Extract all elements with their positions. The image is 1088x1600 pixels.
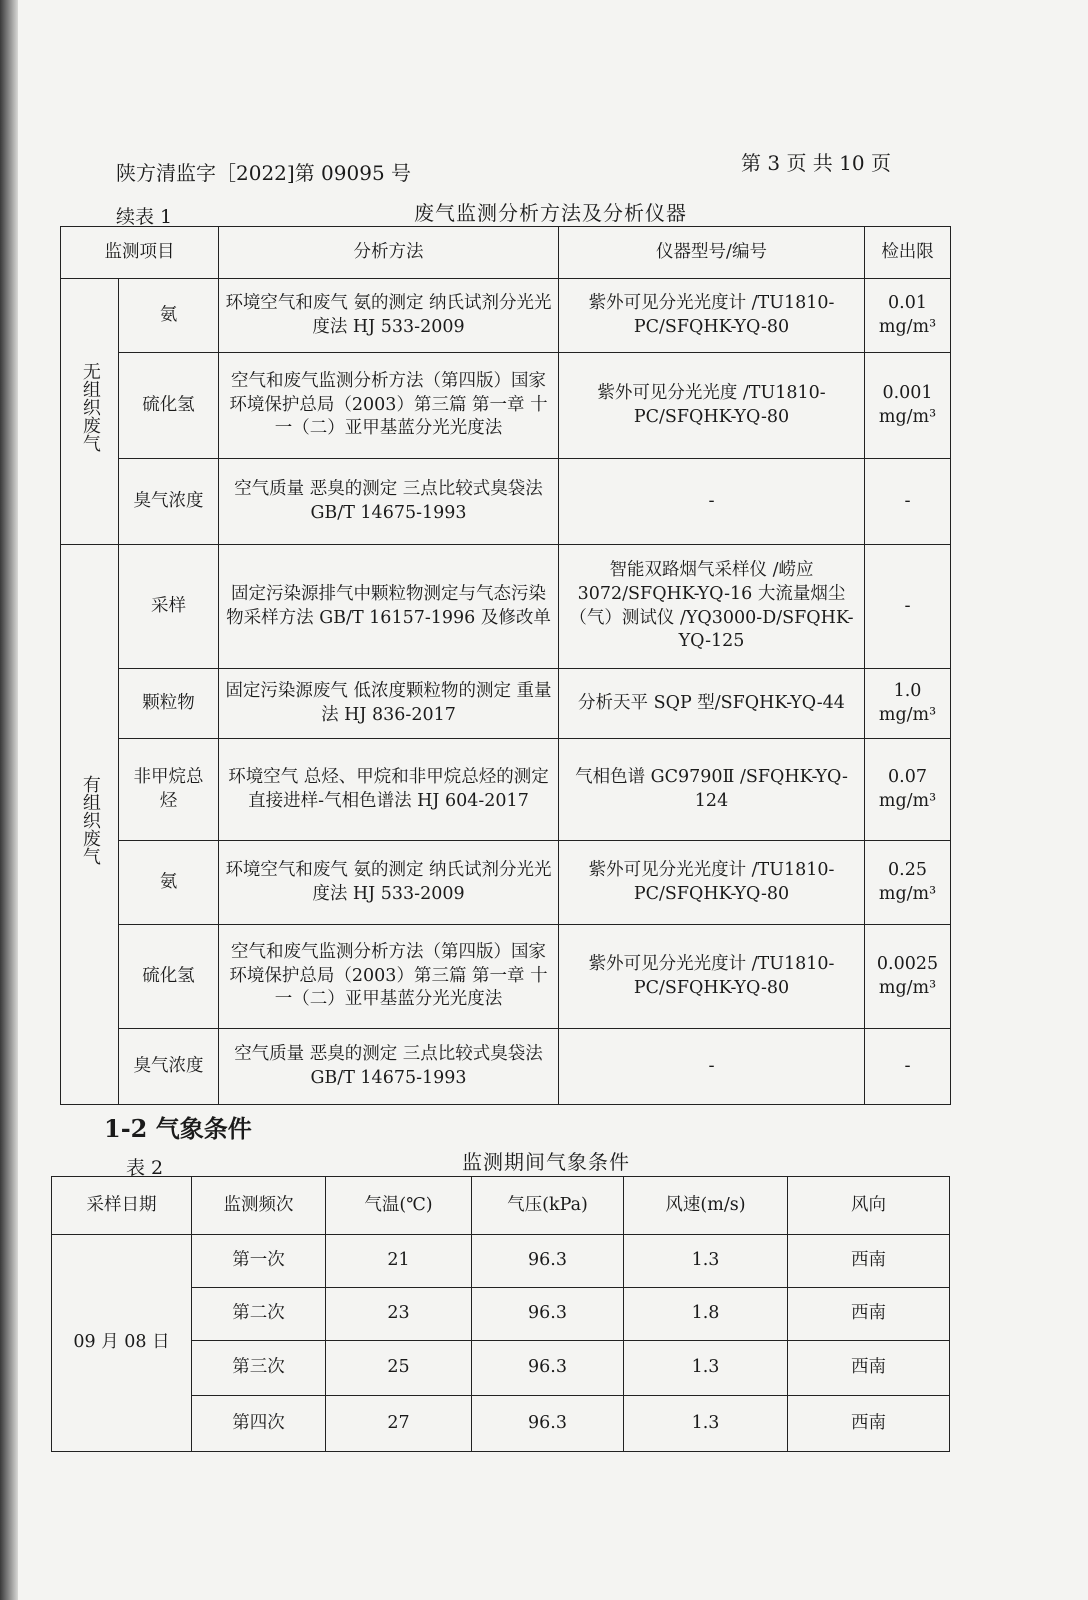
item-cell: 硫化氢 [119, 925, 219, 1029]
limit-cell: - [865, 545, 951, 669]
table-row [61, 669, 951, 739]
table-row [61, 279, 951, 353]
header-frequency: 监测频次 [192, 1177, 326, 1235]
limit-cell: - [865, 1029, 951, 1105]
item-cell: 臭气浓度 [119, 459, 219, 545]
item-cell: 采样 [119, 545, 219, 669]
wind-direction-cell: 西南 [788, 1396, 950, 1452]
instrument-cell: - [559, 1029, 865, 1105]
limit-cell: 0.07 mg/m³ [865, 739, 951, 841]
page-binding-shadow [0, 0, 18, 1600]
method-cell: 固定污染源废气 低浓度颗粒物的测定 重量法 HJ 836-2017 [219, 669, 559, 739]
item-cell: 硫化氢 [119, 353, 219, 459]
table1-title: 废气监测分析方法及分析仪器 [414, 201, 687, 225]
limit-cell: 0.001 mg/m³ [865, 353, 951, 459]
pressure-cell: 96.3 [472, 1288, 624, 1341]
item-cell: 氨 [119, 841, 219, 925]
method-cell: 环境空气和废气 氨的测定 纳氏试剂分光光度法 HJ 533-2009 [219, 279, 559, 353]
header-pressure: 气压(kPa) [472, 1177, 624, 1235]
methods-table [60, 226, 951, 1105]
table-header-row [61, 227, 951, 279]
header-item: 监测项目 [61, 227, 219, 279]
weather-table [51, 1176, 950, 1452]
instrument-cell: 紫外可见分光光度 /TU1810-PC/SFQHK-YQ-80 [559, 353, 865, 459]
table2-label: 表 2 [126, 1157, 164, 1179]
wind-direction-cell: 西南 [788, 1341, 950, 1396]
table-row [61, 739, 951, 841]
header-limit: 检出限 [865, 227, 951, 279]
frequency-cell: 第二次 [192, 1288, 326, 1341]
instrument-cell: 紫外可见分光光度计 /TU1810-PC/SFQHK-YQ-80 [559, 925, 865, 1029]
table-row [61, 459, 951, 545]
limit-cell: 1.0 mg/m³ [865, 669, 951, 739]
item-cell: 非甲烷总 烃 [119, 739, 219, 841]
limit-cell: 0.01 mg/m³ [865, 279, 951, 353]
wind-speed-cell: 1.3 [624, 1396, 788, 1452]
wind-direction-cell: 西南 [788, 1235, 950, 1288]
section-heading: 1-2 气象条件 [104, 1114, 252, 1143]
pressure-cell: 96.3 [472, 1341, 624, 1396]
header-wind-speed: 风速(m/s) [624, 1177, 788, 1235]
table2-title: 监测期间气象条件 [462, 1150, 630, 1174]
frequency-cell: 第三次 [192, 1341, 326, 1396]
method-cell: 空气质量 恶臭的测定 三点比较式臭袋法 GB/T 14675-1993 [219, 459, 559, 545]
header-instrument: 仪器型号/编号 [559, 227, 865, 279]
method-cell: 空气和废气监测分析方法（第四版）国家环境保护总局（2003）第三篇 第一章 十一（二）亚甲基蓝分光光度法 [219, 353, 559, 459]
group-unorganized: 无组织废气 [61, 279, 119, 545]
method-cell: 空气和废气监测分析方法（第四版）国家环境保护总局（2003）第三篇 第一章 十一（二）亚甲基蓝分光光度法 [219, 925, 559, 1029]
frequency-cell: 第四次 [192, 1396, 326, 1452]
wind-speed-cell: 1.3 [624, 1341, 788, 1396]
wind-speed-cell: 1.3 [624, 1235, 788, 1288]
table-row [61, 353, 951, 459]
header-date: 采样日期 [52, 1177, 192, 1235]
wind-speed-cell: 1.8 [624, 1288, 788, 1341]
header-method: 分析方法 [219, 227, 559, 279]
method-cell: 环境空气 总烃、甲烷和非甲烷总烃的测定 直接进样-气相色谱法 HJ 604-2017 [219, 739, 559, 841]
instrument-cell: - [559, 459, 865, 545]
limit-cell: 0.0025 mg/m³ [865, 925, 951, 1029]
temperature-cell: 23 [326, 1288, 472, 1341]
limit-cell: 0.25 mg/m³ [865, 841, 951, 925]
wind-direction-cell: 西南 [788, 1288, 950, 1341]
instrument-cell: 智能双路烟气采样仪 /崂应 3072/SFQHK-YQ-16 大流量烟尘（气）测试仪 /YQ3000-D/SFQHK-YQ-125 [559, 545, 865, 669]
table-row [61, 1029, 951, 1105]
date-cell: 09 月 08 日 [52, 1235, 192, 1452]
temperature-cell: 21 [326, 1235, 472, 1288]
header-wind-direction: 风向 [788, 1177, 950, 1235]
item-cell: 氨 [119, 279, 219, 353]
method-cell: 固定污染源排气中颗粒物测定与气态污染物采样方法 GB/T 16157-1996 及修改单 [219, 545, 559, 669]
method-cell: 空气质量 恶臭的测定 三点比较式臭袋法 GB/T 14675-1993 [219, 1029, 559, 1105]
table1-label: 续表 1 [116, 206, 173, 228]
pressure-cell: 96.3 [472, 1396, 624, 1452]
header-temperature: 气温(℃) [326, 1177, 472, 1235]
item-cell: 颗粒物 [119, 669, 219, 739]
frequency-cell: 第一次 [192, 1235, 326, 1288]
page-number: 第 3 页 共 10 页 [741, 151, 891, 175]
method-cell: 环境空气和废气 氨的测定 纳氏试剂分光光度法 HJ 533-2009 [219, 841, 559, 925]
table-header-row [52, 1177, 950, 1235]
table-row [61, 545, 951, 669]
temperature-cell: 25 [326, 1341, 472, 1396]
instrument-cell: 气相色谱 GC9790Ⅱ /SFQHK-YQ-124 [559, 739, 865, 841]
instrument-cell: 紫外可见分光光度计 /TU1810-PC/SFQHK-YQ-80 [559, 279, 865, 353]
limit-cell: - [865, 459, 951, 545]
instrument-cell: 紫外可见分光光度计 /TU1810-PC/SFQHK-YQ-80 [559, 841, 865, 925]
document-number: 陕方清监字［2022]第 09095 号 [116, 161, 412, 185]
table-row [52, 1235, 950, 1288]
pressure-cell: 96.3 [472, 1235, 624, 1288]
instrument-cell: 分析天平 SQP 型/SFQHK-YQ-44 [559, 669, 865, 739]
temperature-cell: 27 [326, 1396, 472, 1452]
table-row [61, 841, 951, 925]
item-cell: 臭气浓度 [119, 1029, 219, 1105]
table-row [61, 925, 951, 1029]
group-organized: 有组织废气 [61, 545, 119, 1105]
